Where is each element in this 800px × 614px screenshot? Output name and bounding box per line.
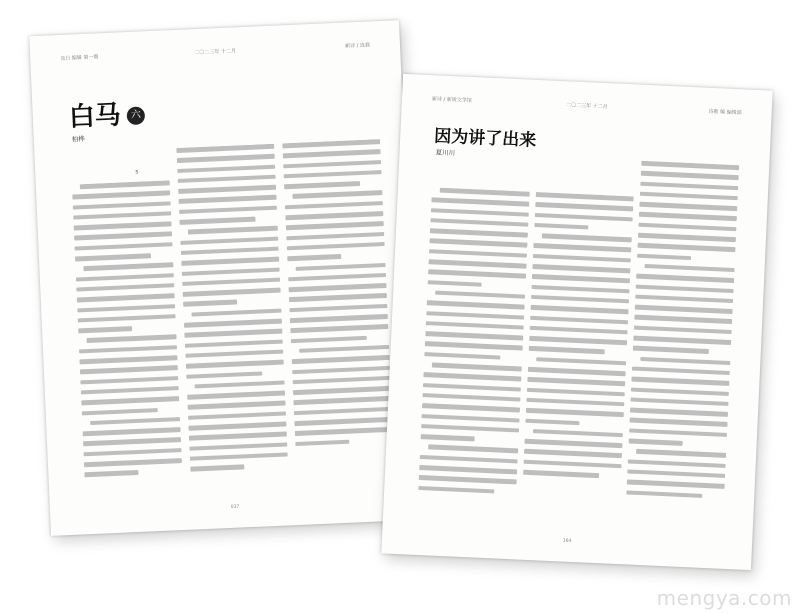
text-column-3 (282, 139, 395, 493)
article-title: 白马 (68, 100, 122, 133)
article-title-block (68, 93, 146, 133)
page-header (431, 95, 742, 117)
magazine-page-right (381, 74, 772, 570)
chapter-badge: 六 (126, 106, 145, 125)
page-number: 037 (230, 504, 240, 510)
article-title-block (434, 121, 537, 151)
text-column-3 (625, 161, 740, 531)
site-watermark: mengya.com (656, 586, 792, 610)
section-number: 5 (135, 169, 139, 176)
text-column-2 (176, 144, 289, 498)
header-right-text: 诗歌 编 编辑部 (708, 108, 742, 117)
header-left-text: 新诗 / 新锐文学馆 (431, 96, 472, 104)
page-header (60, 41, 371, 62)
article-author: 夏川川 (435, 148, 456, 158)
article-title: 因为讲了出来 (433, 126, 537, 151)
text-column-1 (417, 187, 530, 521)
page-number: 164 (562, 538, 572, 544)
magazine-page-left (29, 20, 420, 536)
header-center-text: 二〇二三年 十二月 (565, 102, 608, 111)
text-column-2 (521, 192, 634, 526)
header-right-text: 新诗 / 连载 (345, 42, 371, 50)
header-center-text: 二〇二三年 十二月 (194, 48, 237, 57)
text-column-1 (72, 180, 184, 502)
article-author: 柏桦 (71, 134, 85, 144)
header-left-text: 竞日 编辑 第一期 (60, 54, 99, 62)
